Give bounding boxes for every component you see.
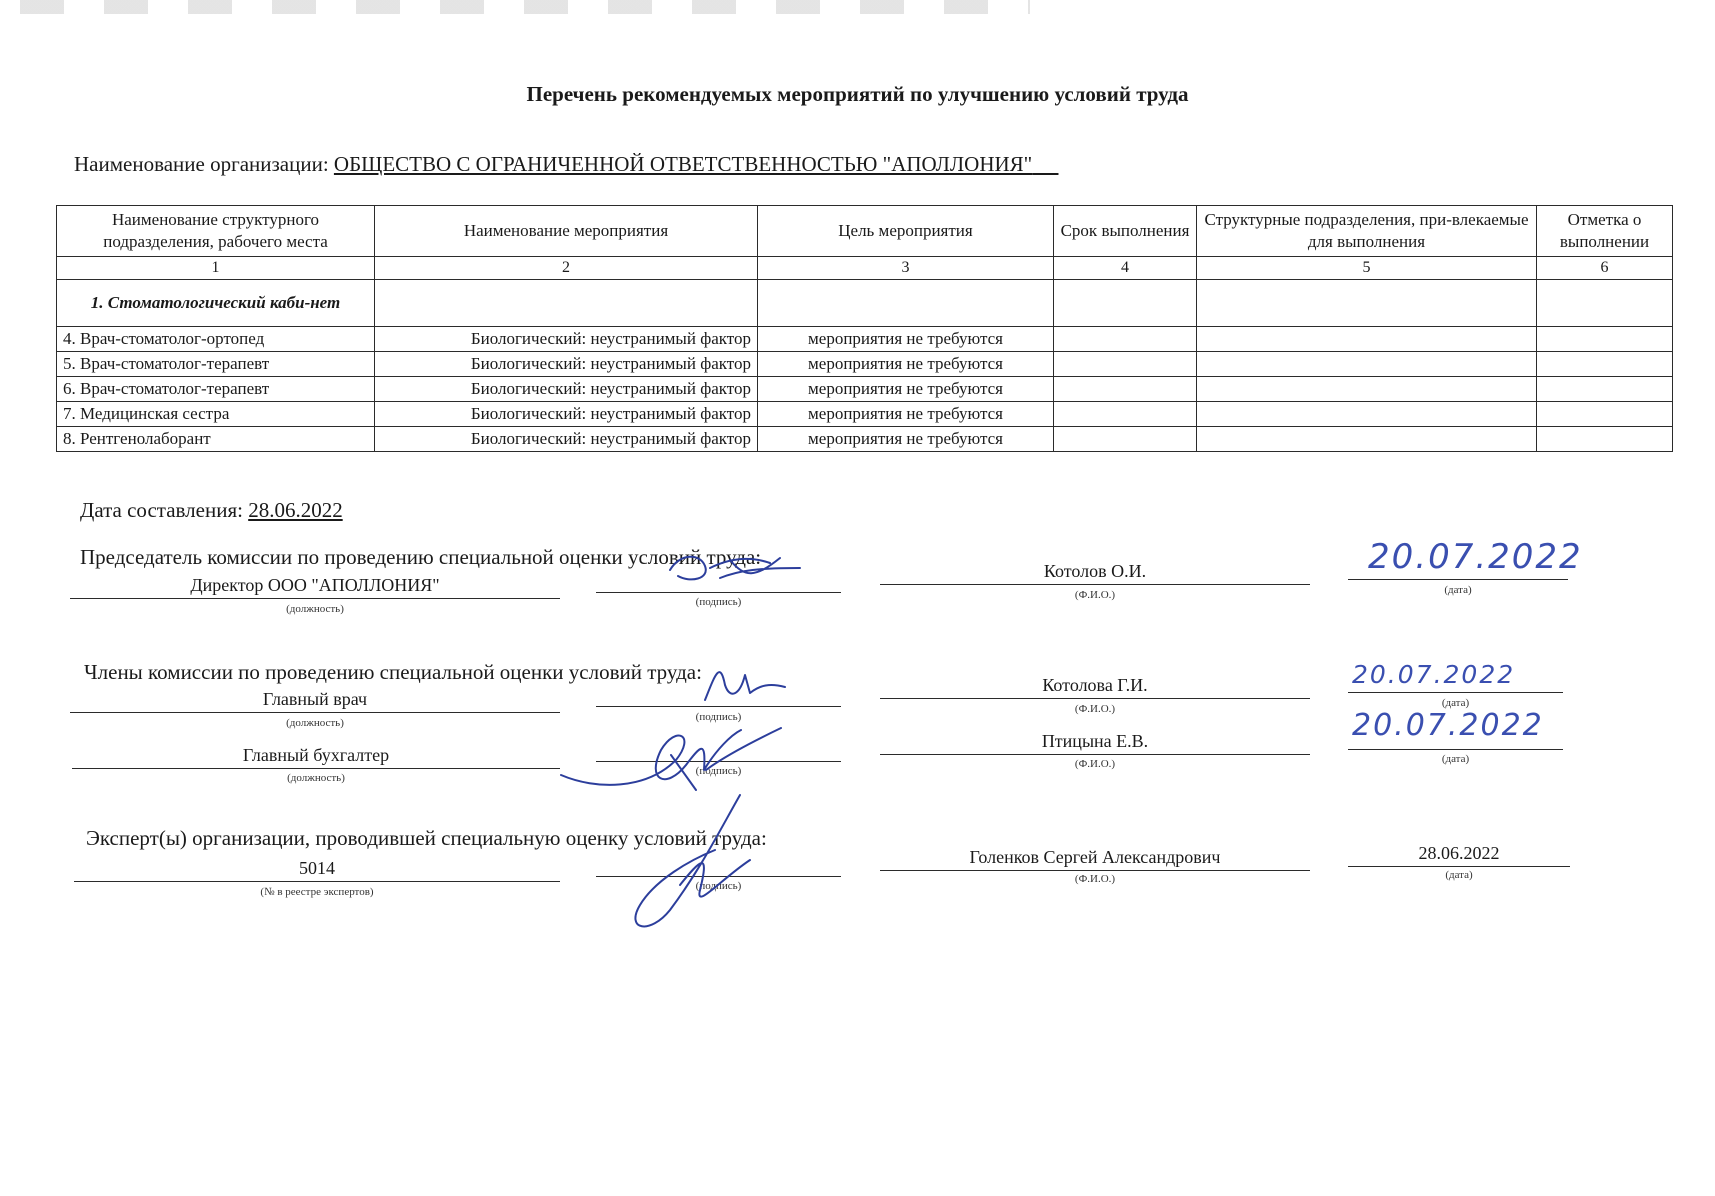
expert-heading: Эксперт(ы) организации, проводившей специальную оценку условий труда: bbox=[86, 826, 767, 850]
expert-date: 28.06.2022 bbox=[1348, 840, 1570, 867]
mark-cell bbox=[1537, 402, 1673, 427]
units-cell bbox=[1197, 327, 1537, 352]
date-caption: (дата) bbox=[1444, 584, 1472, 596]
header-cell: Срок выполнения bbox=[1054, 206, 1197, 257]
measures-table bbox=[56, 205, 1673, 452]
action-cell: Биологический: неустранимый фактор bbox=[375, 352, 758, 377]
column-number: 6 bbox=[1537, 257, 1673, 280]
signature-caption: (подпись) bbox=[695, 711, 742, 723]
signature-caption: (подпись) bbox=[695, 880, 742, 892]
member-position: Главный бухгалтер bbox=[72, 742, 560, 769]
organization-row bbox=[74, 152, 1058, 177]
member-handwritten-date: 20.07.2022 bbox=[1352, 660, 1516, 689]
section-name: 1. Стоматологический каби-нет bbox=[57, 280, 375, 327]
column-number-row bbox=[57, 257, 1673, 280]
workplace-cell: 4. Врач-стоматолог-ортопед bbox=[57, 327, 375, 352]
organization-name: ОБЩЕСТВО С ОГРАНИЧЕННОЙ ОТВЕТСТВЕННОСТЬЮ "АПОЛЛОНИЯ" bbox=[333, 152, 1033, 176]
header-cell: Цель мероприятия bbox=[758, 206, 1054, 257]
date-caption: (дата) bbox=[1441, 697, 1470, 709]
fio-caption: (Ф.И.О.) bbox=[1074, 589, 1116, 601]
chairman-signature bbox=[660, 548, 810, 588]
table-cell bbox=[375, 280, 758, 327]
table-row bbox=[57, 427, 1673, 452]
organization-label: Наименование организации: bbox=[74, 152, 329, 176]
member-handwritten-date: 20.07.2022 bbox=[1352, 708, 1544, 743]
fio-caption: (Ф.И.О.) bbox=[1074, 873, 1116, 885]
position-caption: (должность) bbox=[286, 603, 344, 615]
action-cell: Биологический: неустранимый фактор bbox=[375, 427, 758, 452]
organization-underline bbox=[1032, 152, 1058, 176]
chairman-heading: Председатель комиссии по проведению специальной оценки условий труда: bbox=[80, 545, 762, 569]
registry-caption: (№ в реестре экспертов) bbox=[260, 886, 374, 898]
goal-cell: мероприятия не требуются bbox=[758, 327, 1054, 352]
action-cell: Биологический: неустранимый фактор bbox=[375, 402, 758, 427]
section-row bbox=[57, 280, 1673, 327]
chairman-position: Директор ООО "АПОЛЛОНИЯ" bbox=[70, 572, 560, 599]
units-cell bbox=[1197, 402, 1537, 427]
member-position: Главный врач bbox=[70, 686, 560, 713]
date-caption: (дата) bbox=[1441, 753, 1470, 765]
table-row bbox=[57, 377, 1673, 402]
column-number: 5 bbox=[1197, 257, 1537, 280]
scan-edge-artifact bbox=[20, 0, 1030, 14]
goal-cell: мероприятия не требуются bbox=[758, 402, 1054, 427]
member-fio: Птицына Е.В. bbox=[880, 728, 1310, 755]
action-cell: Биологический: неустранимый фактор bbox=[375, 377, 758, 402]
workplace-cell: 7. Медицинская сестра bbox=[57, 402, 375, 427]
table-cell bbox=[1197, 280, 1537, 327]
goal-cell: мероприятия не требуются bbox=[758, 352, 1054, 377]
units-cell bbox=[1197, 427, 1537, 452]
compiled-date-label: Дата составления: bbox=[80, 498, 243, 522]
table-row bbox=[57, 327, 1673, 352]
mark-cell bbox=[1537, 352, 1673, 377]
table-cell bbox=[1054, 280, 1197, 327]
column-number: 1 bbox=[57, 257, 375, 280]
chairman-handwritten-date: 20.07.2022 bbox=[1368, 537, 1583, 577]
term-cell bbox=[1054, 327, 1197, 352]
header-cell: Отметка о выполнении bbox=[1537, 206, 1673, 257]
term-cell bbox=[1054, 402, 1197, 427]
units-cell bbox=[1197, 377, 1537, 402]
compiled-date-row bbox=[80, 498, 343, 523]
table-row bbox=[57, 352, 1673, 377]
goal-cell: мероприятия не требуются bbox=[758, 427, 1054, 452]
workplace-cell: 8. Рентгенолаборант bbox=[57, 427, 375, 452]
fio-caption: (Ф.И.О.) bbox=[1074, 703, 1116, 715]
signature-caption: (подпись) bbox=[695, 596, 742, 608]
term-cell bbox=[1054, 352, 1197, 377]
goal-cell: мероприятия не требуются bbox=[758, 377, 1054, 402]
fio-caption: (Ф.И.О.) bbox=[1074, 758, 1116, 770]
header-cell: Наименование мероприятия bbox=[375, 206, 758, 257]
expert-registry-number: 5014 bbox=[74, 855, 560, 882]
column-number: 3 bbox=[758, 257, 1054, 280]
position-caption: (должность) bbox=[286, 717, 344, 729]
members-heading: Члены комиссии по проведению специальной оценки условий труда: bbox=[84, 660, 702, 684]
term-cell bbox=[1054, 377, 1197, 402]
position-caption: (должность) bbox=[287, 772, 345, 784]
action-cell: Биологический: неустранимый фактор bbox=[375, 327, 758, 352]
mark-cell bbox=[1537, 377, 1673, 402]
table-header-row bbox=[57, 206, 1673, 257]
header-cell: Наименование структурного подразделения, рабочего места bbox=[57, 206, 375, 257]
term-cell bbox=[1054, 427, 1197, 452]
column-number: 2 bbox=[375, 257, 758, 280]
member-fio: Котолова Г.И. bbox=[880, 672, 1310, 699]
expert-fio: Голенков Сергей Александрович bbox=[880, 844, 1310, 871]
header-cell: Структурные подразделения, при-влекаемые для выполнения bbox=[1197, 206, 1537, 257]
signature-caption: (подпись) bbox=[695, 765, 742, 777]
date-caption: (дата) bbox=[1445, 869, 1473, 881]
compiled-date-value: 28.06.2022 bbox=[248, 498, 343, 522]
column-number: 4 bbox=[1054, 257, 1197, 280]
chairman-fio: Котолов О.И. bbox=[880, 558, 1310, 585]
member-signature bbox=[690, 655, 800, 715]
mark-cell bbox=[1537, 327, 1673, 352]
table-row bbox=[57, 402, 1673, 427]
table-cell bbox=[1537, 280, 1673, 327]
expert-signature bbox=[620, 790, 780, 940]
workplace-cell: 5. Врач-стоматолог-терапевт bbox=[57, 352, 375, 377]
table-cell bbox=[758, 280, 1054, 327]
units-cell bbox=[1197, 352, 1537, 377]
workplace-cell: 6. Врач-стоматолог-терапевт bbox=[57, 377, 375, 402]
document-title: Перечень рекомендуемых мероприятий по улучшению условий труда bbox=[526, 82, 1189, 106]
mark-cell bbox=[1537, 427, 1673, 452]
